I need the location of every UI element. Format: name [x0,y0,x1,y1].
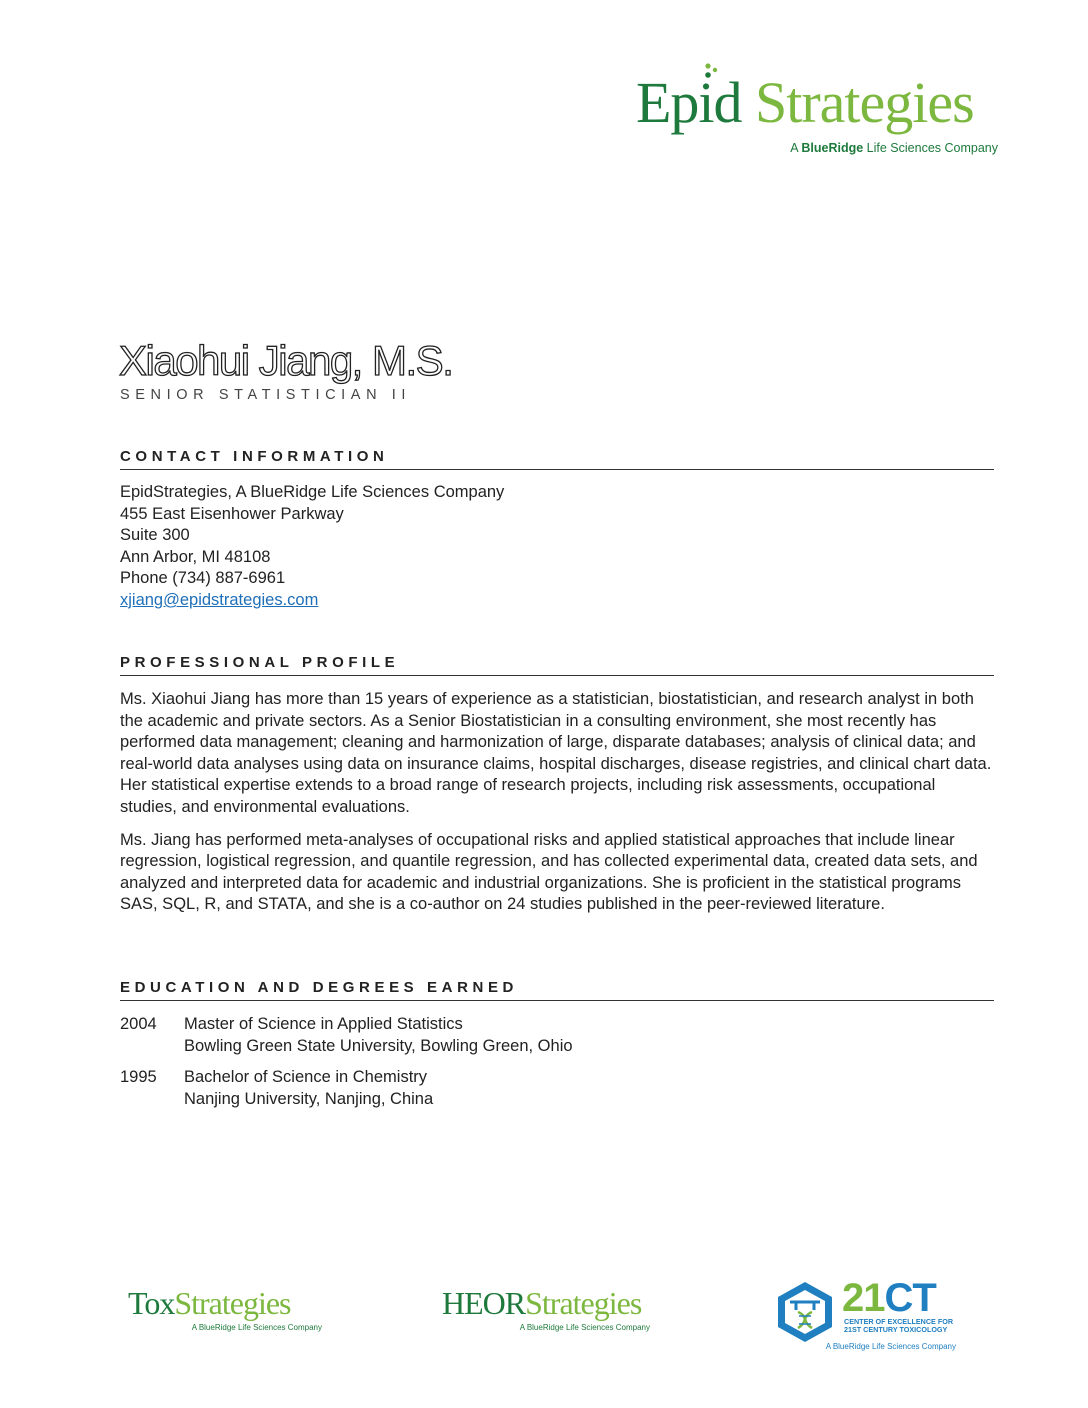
21ct-logo [774,1276,960,1356]
toxstrategies-logo: ToxStrategies A BlueRidge Life Sciences Company [128,1285,322,1332]
profile-paragraph: Ms. Xiaohui Jiang has more than 15 years of experience as a statistician, biostatistician, and research analyst in both the academic and private sectors. As a Senior Biostatistician in a consulting environment, she most recently has performed data management; cleaning and harmonization of large, disparate databases; analysis of clinical data; and real-world data analyses using data on insurance claims, hospital discharges, disease registries, and clinical chart data. Her statistical expertise extends to a broad range of research projects, including risk assessments, occupational studies, and environmental evaluations. [120,690,992,816]
epidstrategies-logo [636,64,1000,160]
profile-paragraph: Ms. Jiang has performed meta-analyses of occupational risks and applied statistical approaches that include linear regression, logistical regression, and quantile regression, and has collected experimental data, created data sets, and analyzed and interpreted data for academic and industrial organizations. She is proficient in the statistical programs SAS, SQL, R, and STATA, and she is a co-author on 24 studies published in the peer-reviewed literature. [120,830,978,914]
contact-block [120,482,504,612]
person-name: Xiaohui Jiang, M.S. [119,337,453,384]
person-title: SENIOR STATISTICIAN II [120,387,412,403]
contact-line: EpidStrategies, A BlueRidge Life Sciences Company [120,483,505,501]
education-year: 1995 [120,1068,157,1087]
education-entry [120,1067,994,1110]
21ct-wordmark: 21CT [842,1276,936,1320]
21ct-tagline: A BlueRidge Life Sciences Company [825,1342,956,1351]
logo-word-strategies: Strategies [755,70,974,135]
education-degree: Bachelor of Science in Chemistry [184,1068,428,1087]
education-year: 2004 [120,1015,157,1033]
education-block [120,1014,994,1120]
profile-heading: PROFESSIONAL PROFILE [120,654,994,676]
contact-line: Suite 300 [120,526,190,545]
dna-hexagon-icon [774,1280,836,1344]
contact-line: Ann Arbor, MI 48108 [120,547,271,566]
profile-block [120,689,994,927]
contact-heading: CONTACT INFORMATION [120,448,994,470]
contact-phone: Phone (734) 887-6961 [120,569,286,588]
education-degree: Master of Science in Applied Statistics [184,1015,463,1033]
contact-line: 455 East Eisenhower Parkway [120,504,344,523]
education-heading: EDUCATION AND DEGREES EARNED [120,979,994,1001]
logo-word-epid: Epid [636,70,742,135]
logo-tagline: A BlueRidge Life Sciences Company [790,141,998,155]
21ct-subtitle: CENTER OF EXCELLENCE FOR 21ST CENTURY TOXICOLOGY [844,1317,954,1335]
education-entry [120,1014,994,1057]
heorstrategies-logo: HEORStrategies A BlueRidge Life Sciences Company [442,1285,650,1332]
education-school: Nanjing University, Nanjing, China [184,1089,434,1108]
education-school: Bowling Green State University, Bowling Green, Ohio [184,1036,573,1055]
heorstrategies-tagline: A BlueRidge Life Sciences Company [519,1323,650,1332]
email-link[interactable]: xjiang@epidstrategies.com [120,590,319,609]
toxstrategies-tagline: A BlueRidge Life Sciences Company [191,1323,322,1332]
